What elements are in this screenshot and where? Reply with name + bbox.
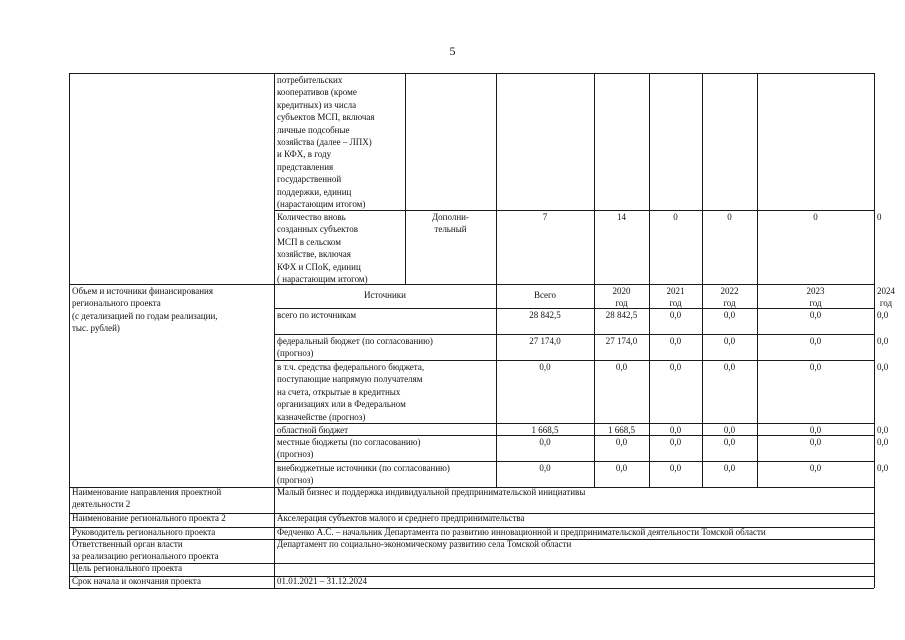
finance-value: 0,0 — [809, 310, 822, 320]
finance-value: 0,0 — [877, 310, 889, 320]
finance-source: местные бюджеты (по согласованию) (прогноз) — [277, 437, 421, 460]
finance-value: 0,0 — [723, 336, 736, 346]
finance-value: 0,0 — [809, 336, 822, 346]
finance-value: 27 174,0 — [605, 336, 638, 346]
indicator-value: 0 — [673, 212, 678, 222]
finance-header-year: 2024 год — [877, 286, 895, 308]
project-info-value: Федченко А.С. – начальник Департамента по развитию инновационной и предпринимательской деятельности Томской области — [277, 527, 766, 537]
finance-value: 0,0 — [615, 463, 628, 473]
project-info-value: Департамент по социально-экономическому развитию села Томской области — [277, 539, 572, 549]
project-info-value: Акселерация субъектов малого и среднего предпринимательства — [277, 513, 525, 523]
project-info-value: Малый бизнес и поддержка индивидуальной предпринимательской инициативы — [277, 487, 586, 497]
finance-source: всего по источникам — [277, 310, 357, 320]
finance-source: в т.ч. средства федерального бюджета, поступающие напрямую получателям на счета, открытые в кредитных организациях или в Федеральном казначействе (прогноз) — [277, 362, 425, 422]
finance-value: 0,0 — [877, 463, 889, 473]
finance-header-year: 2023 год — [806, 286, 825, 308]
finance-label: Объем и источники финансирования регионального проекта (с детализацией по годам реализации, тыс. рублей) — [72, 286, 218, 334]
finance-value: 0,0 — [723, 437, 736, 447]
finance-value: 0,0 — [669, 425, 682, 435]
indicator-type: Дополни- тельный — [432, 212, 469, 235]
project-info-label: Руководитель регионального проекта — [72, 527, 216, 537]
finance-header-year: 2020 год — [612, 286, 631, 308]
finance-value: 0,0 — [669, 336, 682, 346]
project-info-label: Наименование направления проектной деятельности 2 — [72, 487, 222, 509]
finance-header-year: 2021 год — [666, 286, 685, 308]
finance-value: 0,0 — [669, 362, 682, 372]
finance-value: 0,0 — [539, 362, 551, 372]
finance-value: 0,0 — [809, 463, 822, 473]
project-info-label: Цель регионального проекта — [72, 563, 183, 573]
finance-value: 28 842,5 — [605, 310, 638, 320]
finance-source: внебюджетные источники (по согласованию) (прогноз) — [277, 463, 450, 486]
finance-header-year: 2022 год — [720, 286, 739, 308]
finance-value: 0,0 — [809, 437, 822, 447]
finance-value: 0,0 — [723, 463, 736, 473]
finance-source: областной бюджет — [277, 425, 349, 435]
finance-value: 0,0 — [723, 362, 736, 372]
finance-value: 0,0 — [615, 362, 628, 372]
page-number: 5 — [449, 44, 456, 58]
finance-header-sources: Источники — [364, 290, 406, 300]
finance-value: 28 842,5 — [529, 310, 561, 320]
finance-source: федеральный бюджет (по согласованию) (прогноз) — [277, 336, 433, 359]
table-rule-h — [69, 588, 874, 589]
finance-value: 0,0 — [877, 437, 889, 447]
finance-value: 0,0 — [539, 463, 551, 473]
project-info-label: Наименование регионального проекта 2 — [72, 513, 226, 523]
project-info-value: 01.01.2021 – 31.12.2024 — [277, 576, 367, 586]
indicator-name: Количество вновь созданных субъектов МСП в сельском хозяйстве, включая КФХ и СПоК, единиц ( нарастающим итогом) — [277, 212, 368, 284]
indicator-value: 0 — [813, 212, 818, 222]
finance-value: 0,0 — [809, 425, 822, 435]
project-info-label: Срок начала и окончания проекта — [72, 576, 201, 586]
finance-value: 0,0 — [669, 310, 682, 320]
finance-value: 0,0 — [723, 425, 736, 435]
indicator-value: 14 — [617, 212, 626, 222]
finance-value: 0,0 — [615, 437, 628, 447]
finance-value: 0,0 — [669, 437, 682, 447]
finance-value: 0,0 — [669, 463, 682, 473]
table-rule-h — [69, 73, 874, 74]
indicator-value: 7 — [542, 212, 548, 222]
finance-value: 0,0 — [877, 362, 889, 372]
finance-header-total: Всего — [533, 290, 557, 300]
finance-value: 27 174,0 — [529, 336, 561, 346]
finance-value: 0,0 — [809, 362, 822, 372]
finance-value: 0,0 — [539, 437, 551, 447]
finance-value: 0,0 — [877, 425, 889, 435]
finance-value: 1 668,5 — [531, 425, 559, 435]
indicator-value: 0 — [877, 212, 882, 222]
finance-value: 0,0 — [877, 336, 889, 346]
finance-value: 1 668,5 — [608, 425, 635, 435]
indicator-value: 0 — [727, 212, 732, 222]
indicator-name: потребительских кооперативов (кроме кредитных) из числа субъектов МСП, включая личные подсобные хозяйства (далее – ЛПХ) и КФХ, в году представления государственной поддержки, единиц (нарастающим итогом) — [277, 75, 375, 210]
project-info-label: Ответственный орган власти за реализацию регионального проекта — [72, 539, 219, 561]
finance-value: 0,0 — [723, 310, 736, 320]
project-info-value — [274, 563, 874, 576]
